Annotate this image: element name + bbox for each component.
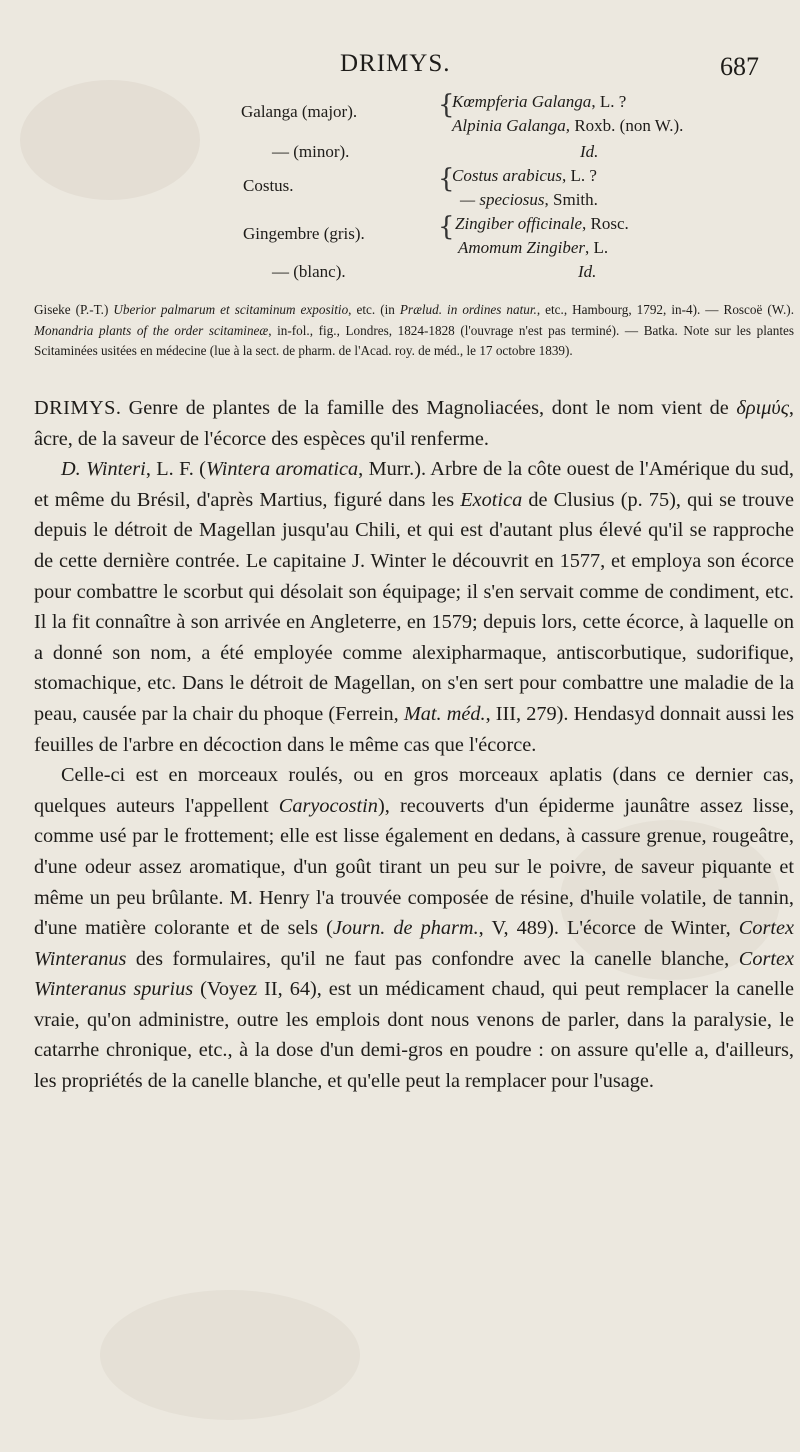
species-name bbox=[578, 262, 596, 282]
article-body bbox=[34, 393, 794, 1097]
species-name bbox=[455, 214, 629, 234]
synonym-row bbox=[0, 212, 800, 243]
species-name bbox=[452, 116, 683, 136]
species-name bbox=[580, 142, 598, 162]
drug-name: — (blanc). bbox=[272, 262, 346, 281]
paper-stain bbox=[100, 1290, 360, 1420]
article-paragraph: D. Winteri, L. F. (Wintera aromatica, Murr.). Arbre de la côte ouest de l'Amérique du sud, et même du Brésil, d'après Martius, figuré dans les Exotica de Clusius (p. 75), qui se trouve depuis le détroit de Magellan jusqu'au Chili, et qui est d'autant plus élevé qu'il se rapproche de cette dernière contrée. Le capitaine J. Winter le découvrit en 1577, et employa son écorce pour combattre le scorbut qui désolait son équipage; il s'en servait comme de condiment, etc. Il la fit connaître à son arrivée en Angleterre, en 1579; depuis lors, cette écorce, à laquelle on a donné son nom, a été employée comme alexipharmaque, antiscorbutique, sudorifique, stomachique, etc. Dans le détroit de Magellan, on s'en sert pour combattre une maladie de la peau, causée par la chair du phoque (Ferrein, Mat. méd., III, 279). Hendasyd donnait aussi les feuilles de l'arbre en décoction dans le même cas que l'écorce. bbox=[34, 458, 795, 756]
brace-glyph: { bbox=[438, 90, 455, 120]
article-headword: DRIMYS bbox=[34, 397, 116, 419]
species-italic: Id. bbox=[580, 142, 599, 161]
species-author: , L. ? bbox=[591, 92, 627, 111]
species-author: , Rosc. bbox=[582, 214, 629, 233]
species-italic: Amomum Zingiber bbox=[458, 238, 586, 257]
drug-name: Costus. bbox=[243, 176, 294, 195]
species-name bbox=[458, 238, 608, 258]
drug-name: Gingembre (gris). bbox=[243, 224, 365, 243]
brace-glyph: { bbox=[438, 212, 455, 242]
article-paragraph: Celle-ci est en morceaux roulés, ou en gros morceaux aplatis (dans ce dernier cas, quelques auteurs l'appellent Caryocostin), recouverts d'un épiderme jaunâtre assez lisse, comme usé par le frottement; elle est lisse également en dedans, à cassure grenue, rougeâtre, d'une odeur assez aromatique, d'un goût tirant un peu sur le poivre, de saveur piquante et même un peu brûlante. M. Henry l'a trouvée composée de résine, d'huile volatile, de tannin, d'une matière colorante et de sels (Journ. de pharm., V, 489). L'écorce de Winter, Cortex Winteranus des formulaires, qu'il ne faut pas confondre avec la canelle blanche, Cortex Winteranus spurius (Voyez II, 64), est un médicament chaud, qui peut remplacer la canelle vraie, qu'on administre, outre les emplois dont nous venons de parler, dans la paralysie, le catarrhe chronique, etc., à la dose d'un demi-gros en poudre : on assure qu'elle a, d'ailleurs, les propriétés de la canelle blanche, et qu'elle peut la remplacer pour l'usage. bbox=[34, 764, 794, 1093]
synonym-row bbox=[0, 164, 800, 195]
species-italic: Kœmpferia Galanga bbox=[452, 92, 592, 111]
species-italic: Alpinia Galanga, bbox=[452, 116, 571, 135]
references-note: Giseke (P.-T.) Uberior palmarum et scitaminum expositio, etc. (in Prælud. in ordines natur., etc., Hambourg, 1792, in-4). — Roscoë (W.). Monandria plants of the order scitamineæ, in-fol., fig., Londres, 1824-1828 (l'ouvrage n'est pas terminé). — Batka. Note sur les plantes Scitaminées usitées en médecine (lue à la sect. de pharm. de l'Acad. roy. de méd., le 17 octobre 1839). bbox=[34, 302, 795, 358]
synonym-row bbox=[0, 142, 800, 166]
drug-name: Galanga (major). bbox=[241, 102, 358, 121]
species-name bbox=[460, 190, 598, 210]
synonym-row bbox=[0, 116, 800, 140]
page-number: 687 bbox=[720, 52, 759, 81]
article-paragraph: DRIMYS. Genre de plantes de la famille des Magnoliacées, dont le nom vient de δριμύς, âcre, de la saveur de l'écorce des espèces qu'il renferme. bbox=[34, 397, 794, 450]
synonym-row bbox=[0, 90, 800, 121]
running-title: DRIMYS. bbox=[340, 50, 451, 77]
species-author: Roxb. (non W.). bbox=[570, 116, 684, 135]
species-name bbox=[452, 92, 626, 112]
species-author: , L. ? bbox=[562, 166, 597, 185]
species-italic: Zingiber officinale bbox=[455, 214, 583, 233]
synonym-row bbox=[0, 262, 800, 286]
species-italic: — speciosus bbox=[460, 190, 545, 209]
drug-name: — (minor). bbox=[272, 142, 350, 161]
brace-glyph: { bbox=[438, 164, 455, 194]
greek-word: δριμύς bbox=[736, 397, 789, 419]
page-header bbox=[0, 50, 800, 90]
species-italic: Costus arabicus bbox=[452, 166, 563, 185]
species-author: , Smith. bbox=[544, 190, 598, 209]
species-name bbox=[452, 166, 597, 186]
synonym-row bbox=[0, 190, 800, 214]
synonym-row bbox=[0, 238, 800, 262]
species-author: , L. bbox=[585, 238, 609, 257]
species-italic: Id. bbox=[578, 262, 597, 281]
